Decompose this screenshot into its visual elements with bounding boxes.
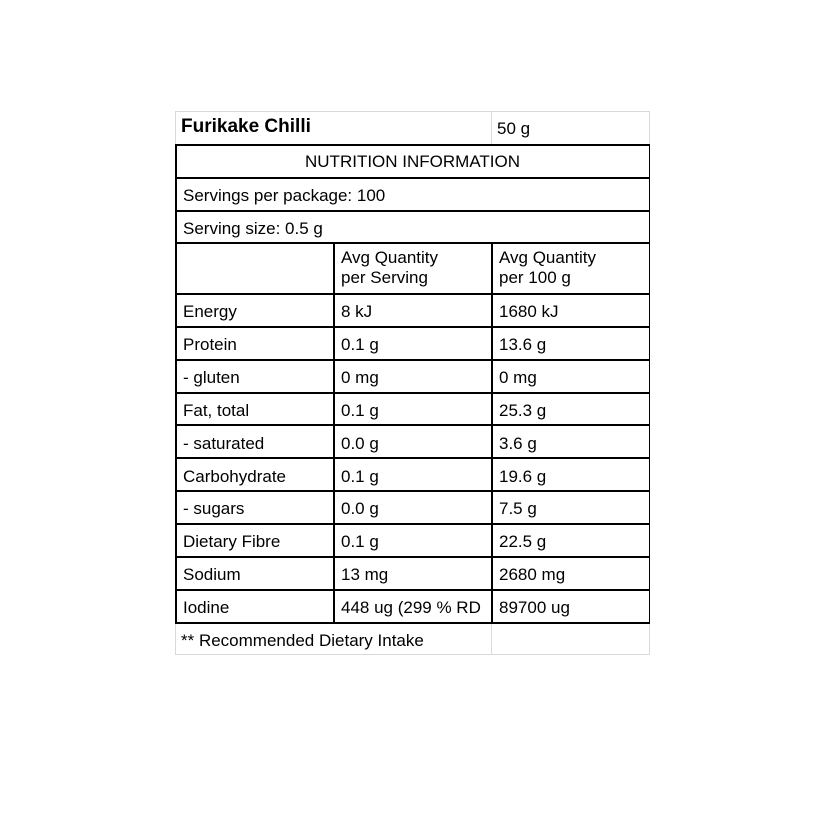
per-serving-value: 0 mg	[341, 368, 379, 387]
per-serving-value: 0.1 g	[341, 467, 379, 486]
column-header-per-serving-line2: per Serving	[341, 268, 428, 287]
per-100g-value: 3.6 g	[499, 434, 537, 453]
panel-heading: NUTRITION INFORMATION	[305, 152, 520, 171]
row-line	[175, 293, 650, 295]
per-serving-value: 0.1 g	[341, 532, 379, 551]
per-100g-value: 13.6 g	[499, 335, 547, 354]
nutrient-label: Carbohydrate	[183, 467, 287, 486]
footnote-divider	[491, 623, 492, 654]
column-header-per-serving-line1: Avg Quantity	[341, 248, 439, 267]
nutrient-label: - gluten	[183, 368, 240, 387]
row-line	[175, 589, 650, 591]
nutrient-label: Fat, total	[183, 401, 250, 420]
row-line	[175, 242, 650, 244]
per-100g-value: 19.6 g	[499, 467, 547, 486]
column-header-per-100g	[493, 248, 648, 288]
nutrient-label: Dietary Fibre	[183, 532, 281, 551]
row-line	[175, 144, 650, 146]
row-line	[175, 359, 650, 361]
per-100g-value: 2680 mg	[499, 565, 566, 584]
nutrient-label: Sodium	[183, 565, 241, 584]
column-header-per-100g-line1: Avg Quantity	[499, 248, 597, 267]
per-100g-value: 1680 kJ	[499, 302, 559, 321]
per-serving-value: 0.0 g	[341, 499, 379, 518]
row-line	[175, 523, 650, 525]
serving-size: Serving size: 0.5 g	[183, 219, 323, 238]
product-weight: 50 g	[497, 119, 531, 138]
per-100g-value: 0 mg	[499, 368, 537, 387]
row-line	[175, 457, 650, 459]
per-serving-value: 8 kJ	[341, 302, 373, 321]
table-right-border	[649, 144, 651, 623]
row-line	[175, 177, 650, 179]
nutrient-label: Iodine	[183, 598, 230, 617]
nutrient-label: - saturated	[183, 434, 265, 453]
per-100g-value: 22.5 g	[499, 532, 547, 551]
per-100g-value: 25.3 g	[499, 401, 547, 420]
row-line	[175, 424, 650, 426]
nutrient-label: Protein	[183, 335, 237, 354]
row-line	[175, 210, 650, 212]
row-line	[175, 556, 650, 558]
footnote: ** Recommended Dietary Intake	[181, 631, 424, 650]
per-serving-value: 0.0 g	[341, 434, 379, 453]
per-serving-value: 0.1 g	[341, 401, 379, 420]
row-line	[175, 622, 650, 624]
row-line	[175, 392, 650, 394]
per-100g-value: 7.5 g	[499, 499, 537, 518]
nutrient-label: - sugars	[183, 499, 245, 518]
row-line	[175, 490, 650, 492]
column-header-per-serving	[335, 248, 491, 288]
product-name: Furikake Chilli	[181, 117, 311, 137]
per-serving-value: 13 mg	[341, 565, 389, 584]
row-line	[175, 326, 650, 328]
column-header-per-100g-line2: per 100 g	[499, 268, 571, 287]
servings-per-package: Servings per package: 100	[183, 186, 386, 205]
per-serving-value: 0.1 g	[341, 335, 379, 354]
per-100g-value: 89700 ug	[499, 598, 570, 617]
per-serving-value: 448 ug (299 % RD	[341, 598, 481, 617]
nutrient-label: Energy	[183, 302, 237, 321]
